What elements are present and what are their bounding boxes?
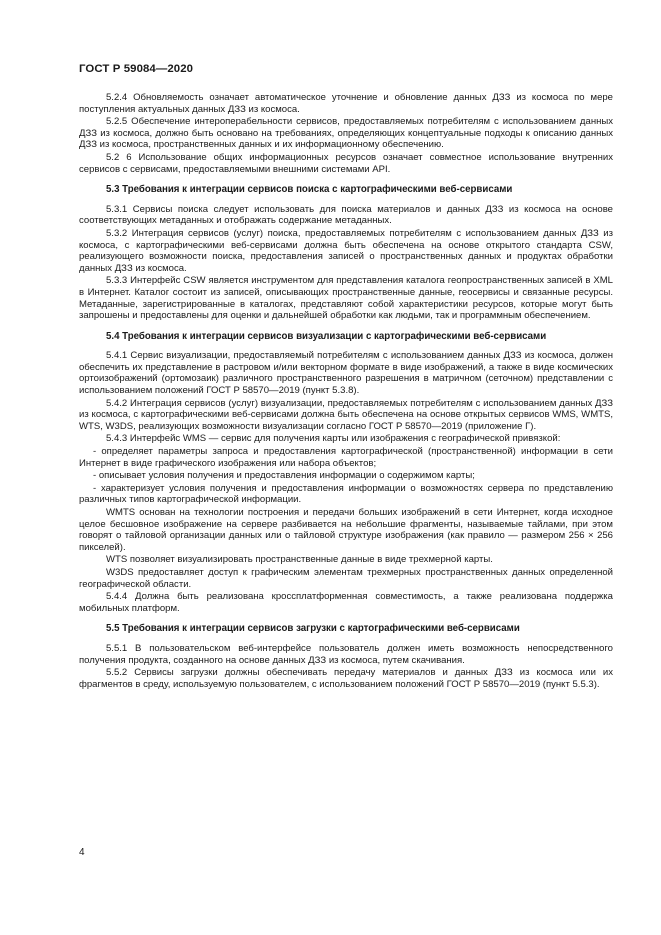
paragraph: 5.5.2 Сервисы загрузки должны обеспечивать передачу материалов и данных ДЗЗ из космоса или их фрагментов в среду, используемую пользователем, с использованием положений ГОСТ Р 58570—2019 (пункт 5.5.3). (79, 667, 613, 690)
paragraph: W3DS предоставляет доступ к графическим элементам трехмерных пространственных данных определенной географической области. (79, 566, 613, 590)
paragraph: 5.4.1 Сервис визуализации, предоставляемый потребителям с использованием данных ДЗЗ из космоса, должен обеспечить их представление в растровом и/или векторном формате в виде изображений, а также в виде космических ортоизображений (ортомозаик) различного пространственного разрешения в матричном (сеточном) представлении с использованием положений ГОСТ Р 58570—2019 (пункт 5.3.8). (79, 350, 613, 397)
section-heading: 5.4 Требования к интеграции сервисов визуализации с картографическими веб-сервисами (106, 330, 547, 342)
section-heading: 5.5 Требования к интеграции сервисов загрузки с картографическими веб-сервисами (106, 623, 520, 635)
paragraph: 5.2.4 Обновляемость означает автоматическое уточнение и обновление данных ДЗЗ из космоса по мере поступления актуальных данных ДЗЗ из космоса. (79, 92, 613, 115)
paragraph: 5.3.3 Интерфейс CSW является инструментом для представления каталога геопространственных записей в XML в Интернет. Каталог состоит из записей, описывающих пространственные данные, геосервисы и связанные ресурсы. Метаданные, зарегистрированные в каталогах, представляют собой характеристики ресурсов, которые могут быть запрошены и предоставлены для оценки и дальнейшей обработки как людьми, так и программным обеспечением. (79, 275, 613, 322)
paragraph: WMTS основан на технологии построения и передачи больших изображений в сети Интернет, когда исходное целое бесшовное изображение на сервере разбивается на небольшие фрагменты, называемые тайлами, при этом говорят о тайловой организации данных или о тайловой структуре изображения (как правило — размером 256 × 256 пикселей). (79, 507, 613, 553)
document-header: ГОСТ Р 59084—2020 (79, 63, 194, 75)
document-body (79, 92, 613, 691)
paragraph: 5.5.1 В пользовательском веб-интерфейсе пользователь должен иметь возможность непосредственного получения продукта, созданного на основе данных ДЗЗ из космоса, путем скачивания. (79, 642, 613, 666)
section-heading: 5.3 Требования к интеграции сервисов поиска с картографическими веб-сервисами (106, 184, 513, 196)
paragraph: 5.3.1 Сервисы поиска следует использовать для поиска материалов и данных ДЗЗ из космоса на основе соответствующих метаданных и отображать содержание метаданных. (79, 203, 613, 227)
list-item: - описывает условия получения и предоставления информации о содержимом карты; (93, 470, 475, 482)
paragraph: 5.4.4 Должна быть реализована кроссплатформенная совместимость, а также реализована поддержка мобильных платформ. (79, 591, 613, 614)
paragraph: 5.2.5 Обеспечение интероперабельности сервисов, предоставляемых потребителям с использованием данных ДЗЗ из космоса, должно быть основано на требованиях, определяющих концептуальные подходы к описанию данных ДЗЗ из космоса, пространственных данных и их информационному обеспечению. (79, 116, 613, 151)
paragraph: 5.4.3 Интерфейс WMS — сервис для получения карты или изображения с географической привязкой: (106, 433, 561, 445)
paragraph: 5.4.2 Интеграция сервисов (услуг) визуализации, предоставляемых потребителям с использованием данных ДЗЗ из космоса, с картографическими веб-сервисами должна быть обеспечена на основе открытых сервисов WMS, WMTS, WTS, W3DS, реализующих возможности визуализации согласно ГОСТ Р 58570—2019 (приложение Г). (79, 397, 613, 432)
list-item: - определяет параметры запроса и предоставления картографической (пространственной) информации в сети Интернет в виде графического изображения или набора объектов; (79, 446, 613, 469)
paragraph: 5.2 6 Использование общих информационных ресурсов означает совместное использование внутренних сервисов с сервисами, предоставляемыми внешними системами API. (79, 151, 613, 175)
paragraph: WTS позволяет визуализировать пространственные данные в виде трехмерной карты. (106, 554, 493, 566)
paragraph: 5.3.2 Интеграция сервисов (услуг) поиска, предоставляемых потребителям с использованием данных ДЗЗ из космоса, с картографическими веб-сервисами должна быть обеспечена на основе открытого стандарта CSW, реализующего возможности поиска, предоставления записей о пространственных данных и продуктах обработки данных ДЗЗ из космоса. (79, 227, 613, 274)
list-item: - характеризует условия получения и предоставления информации о возможностях сервера по представлению различных типов картографической информации. (79, 482, 613, 506)
page-number: 4 (79, 847, 85, 858)
